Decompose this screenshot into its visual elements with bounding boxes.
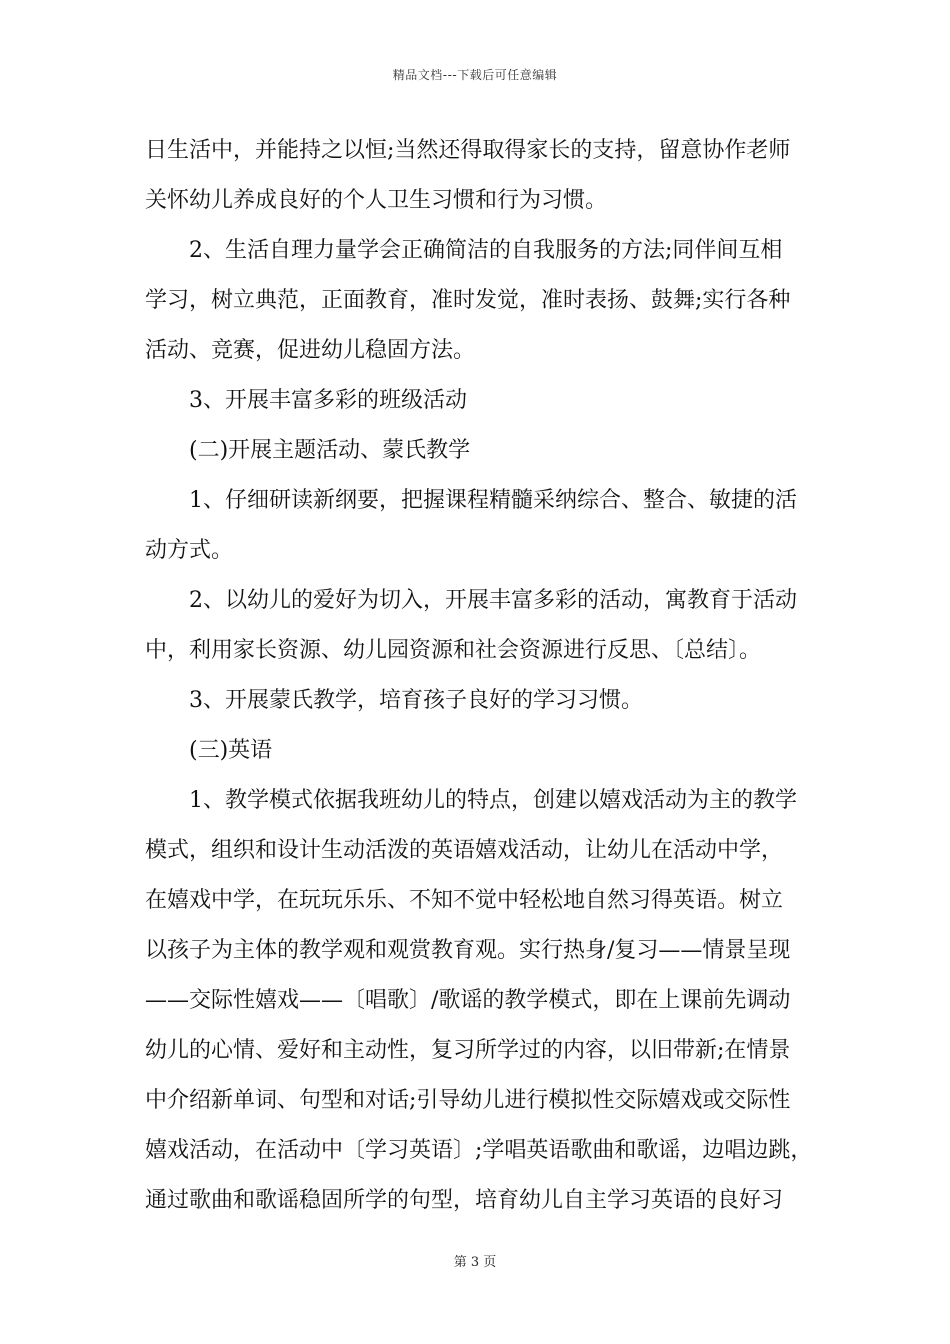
text-line: 1、教学模式依据我班幼儿的特点，创建以嬉戏活动为主的教学	[189, 788, 797, 813]
text-line: 关怀幼儿养成良好的个人卫生习惯和行为习惯。	[145, 188, 608, 213]
text-line: 动方式。	[145, 538, 234, 563]
text-line: 以孩子为主体的教学观和观赏教育观。实行热身/复习——情景呈现	[145, 938, 791, 963]
text-line: 3、开展蒙氏教学，培育孩子良好的学习习惯。	[189, 688, 643, 713]
text-line: 嬉戏活动，在活动中〔学习英语〕;学唱英语歌曲和歌谣，边唱边跳，	[145, 1138, 813, 1163]
text-line: 1、仔细研读新纲要，把握课程精髓采纳综合、整合、敏捷的活	[189, 488, 797, 513]
text-line: 中，利用家长资源、幼儿园资源和社会资源进行反思、〔总结〕。	[145, 638, 762, 663]
text-line: 活动、竞赛，促进幼儿稳固方法。	[145, 338, 476, 363]
text-line: 幼儿的心情、爱好和主动性，复习所学过的内容，以旧带新;在情景	[145, 1038, 791, 1063]
page-header: 精品文档---下载后可任意编辑	[392, 68, 558, 82]
text-line: (二)开展主题活动、蒙氏教学	[189, 438, 471, 463]
text-line: 日生活中，并能持之以恒;当然还得取得家长的支持，留意协作老师	[145, 138, 791, 163]
text-line: 3、开展丰富多彩的班级活动	[189, 388, 467, 413]
text-line: 2、生活自理力量学会正确简洁的自我服务的方法;同伴间互相	[189, 238, 783, 263]
text-line: 通过歌曲和歌谣稳固所学的句型，培育幼儿自主学习英语的良好习	[145, 1188, 784, 1213]
text-line: 中介绍新单词、句型和对话;引导幼儿进行模拟性交际嬉戏或交际性	[145, 1088, 791, 1113]
text-line: 在嬉戏中学，在玩玩乐乐、不知不觉中轻松地自然习得英语。树立	[145, 888, 784, 913]
body-text	[145, 126, 825, 1226]
text-line: 2、以幼儿的爱好为切入，开展丰富多彩的活动，寓教育于活动	[189, 588, 797, 613]
text-line: 学习，树立典范，正面教育，准时发觉，准时表扬、鼓舞;实行各种	[145, 288, 791, 313]
text-line: (三)英语	[189, 738, 273, 763]
text-line: ——交际性嬉戏——〔唱歌〕/歌谣的教学模式，即在上课前先调动	[145, 988, 791, 1013]
text-line: 模式，组织和设计生动活泼的英语嬉戏活动，让幼儿在活动中学，	[145, 838, 784, 863]
page-number: 第 3 页	[453, 1255, 497, 1270]
